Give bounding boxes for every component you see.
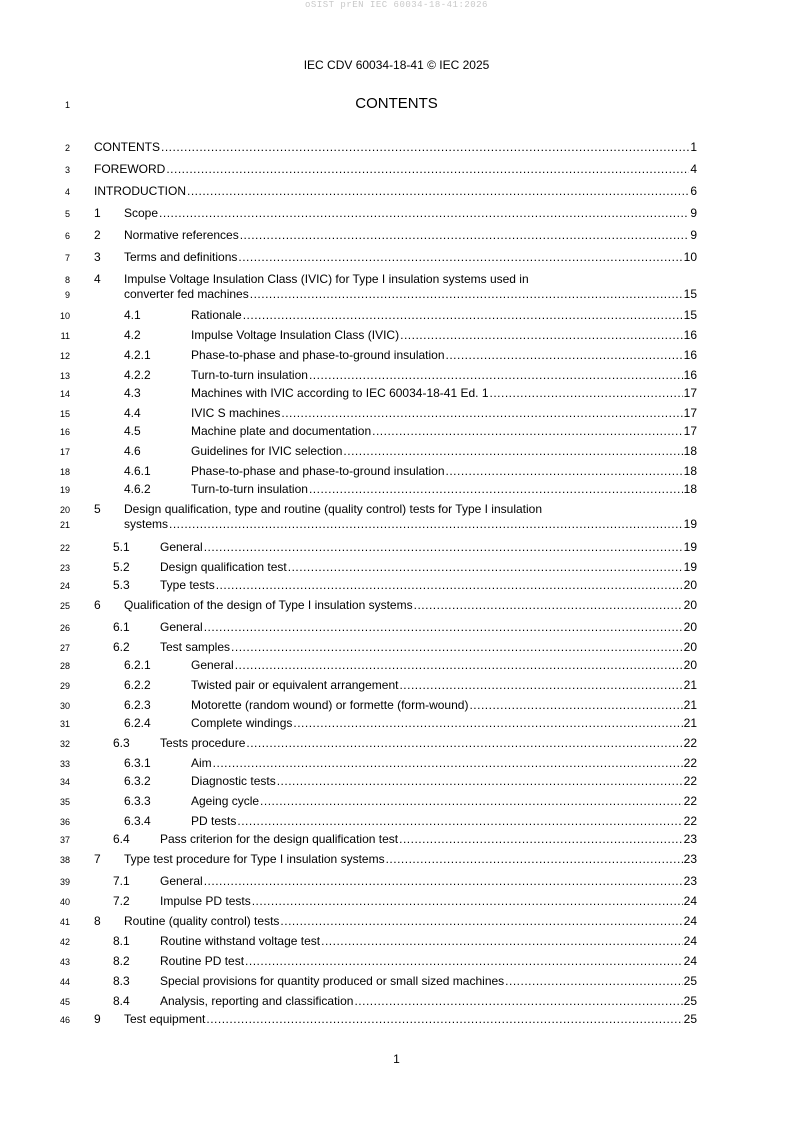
toc-entry-number: 8	[94, 914, 101, 928]
toc-entry-number: 8.2	[113, 954, 130, 968]
toc-entry-number: 2	[94, 228, 101, 242]
toc-entry-title: Normative references	[124, 228, 239, 242]
toc-entry-number: 6.2.1	[124, 658, 151, 672]
line-number: 37	[59, 835, 70, 845]
line-number: 16	[59, 427, 70, 437]
dot-leader	[400, 328, 683, 342]
toc-entry-number: 6.2	[113, 640, 130, 654]
toc-entry-number: 6.2.4	[124, 716, 151, 730]
dot-leader	[446, 348, 683, 362]
line-number: 7	[64, 253, 70, 263]
toc-entry-page: 16	[683, 328, 697, 342]
line-number: 34	[59, 777, 70, 787]
toc-entry-page: 9	[690, 206, 697, 220]
toc-entry-title: Routine (quality control) tests	[124, 914, 280, 928]
line-number: 44	[59, 977, 70, 987]
line-number: 4	[64, 187, 70, 197]
line-number: 14	[59, 389, 70, 399]
toc-entry-title: FOREWORD	[94, 162, 166, 176]
toc-entry-number: 5.1	[113, 540, 130, 554]
toc-entry-title: Special provisions for quantity produced or small sized machines	[160, 974, 505, 988]
toc-entry-title: PD tests	[191, 814, 237, 828]
toc-entry-number: 4.6	[124, 444, 141, 458]
dot-leader	[161, 140, 689, 154]
toc-entry-page: 15	[683, 287, 697, 301]
toc-entry-page: 20	[683, 620, 697, 634]
toc-entry-page: 25	[683, 974, 697, 988]
line-number: 45	[59, 997, 70, 1007]
toc-entry-page: 18	[683, 464, 697, 478]
toc-entry-title: Aim	[191, 756, 212, 770]
toc-entry-title: Type test procedure for Type I insulation systems	[124, 852, 385, 866]
line-number: 22	[59, 543, 70, 553]
dot-leader	[280, 914, 682, 928]
line-number: 17	[59, 447, 70, 457]
watermark: oSIST prEN IEC 60034-18-41:2026	[305, 0, 488, 10]
toc-entry-title: Twisted pair or equivalent arrangement	[191, 678, 399, 692]
toc-entry-title: Terms and definitions	[124, 250, 238, 264]
dot-leader	[216, 578, 683, 592]
toc-entry-page: 20	[683, 598, 697, 612]
toc-entry-page: 17	[683, 406, 697, 420]
toc-entry-title: Phase-to-phase and phase-to-ground insulation	[191, 464, 445, 478]
toc-entry-page: 20	[683, 658, 697, 672]
toc-entry-page: 24	[683, 914, 697, 928]
toc-entry-title: INTRODUCTION	[94, 184, 186, 198]
toc-entry-title: CONTENTS	[94, 140, 160, 154]
toc-entry-title: Diagnostic tests	[191, 774, 276, 788]
dot-leader	[246, 736, 682, 750]
toc-entry-title: Test samples	[160, 640, 231, 654]
toc-entry-number: 6	[94, 598, 101, 612]
toc-entry-title: General	[160, 874, 203, 888]
toc-entry-page: 25	[683, 1012, 697, 1026]
toc-entry-page: 23	[683, 832, 697, 846]
dot-leader	[309, 482, 683, 496]
document-header: IEC CDV 60034-18-41 © IEC 2025	[303, 58, 490, 72]
dot-leader	[399, 832, 683, 846]
line-number: 1	[64, 100, 70, 110]
toc-entry-page: 22	[683, 814, 697, 828]
toc-entry-page: 22	[683, 736, 697, 750]
toc-entry-number: 4.2	[124, 328, 141, 342]
toc-entry-page: 24	[683, 894, 697, 908]
toc-entry-number: 4	[94, 272, 101, 286]
toc-entry-number: 4.1	[124, 308, 141, 322]
dot-leader	[260, 794, 683, 808]
toc-entry-number: 4.6.2	[124, 482, 151, 496]
toc-entry-page: 19	[683, 540, 697, 554]
toc-entry-number: 7.1	[113, 874, 130, 888]
line-number: 42	[59, 937, 70, 947]
toc-entry-number: 4.4	[124, 406, 141, 420]
toc-entry-page: 21	[683, 716, 697, 730]
toc-entry-page: 24	[683, 954, 697, 968]
toc-entry-number: 6.3.1	[124, 756, 151, 770]
toc-entry-title: Routine PD test	[160, 954, 245, 968]
toc-entry-page: 6	[690, 184, 697, 198]
toc-entry-title: Turn-to-turn insulation	[191, 482, 308, 496]
line-number: 21	[59, 520, 70, 530]
toc-entry-number: 4.3	[124, 386, 141, 400]
toc-entry-title: IVIC S machines	[191, 406, 281, 420]
dot-leader	[206, 1012, 682, 1026]
line-number: 46	[59, 1015, 70, 1025]
dot-leader	[238, 250, 682, 264]
dot-leader	[250, 287, 683, 301]
line-number: 32	[59, 739, 70, 749]
page-title: CONTENTS	[355, 95, 438, 112]
toc-entry-page: 10	[683, 250, 697, 264]
line-number: 2	[64, 143, 70, 153]
toc-entry-title: converter fed machines	[124, 287, 249, 301]
toc-entry-page: 22	[683, 756, 697, 770]
dot-leader	[490, 386, 683, 400]
toc-entry-page: 17	[683, 386, 697, 400]
toc-entry-number: 4.6.1	[124, 464, 151, 478]
toc-entry-title: General	[191, 658, 234, 672]
toc-entry-number: 5	[94, 502, 101, 516]
toc-entry-title: Motorette (random wound) or formette (form-wound)	[191, 698, 469, 712]
toc-entry-number: 4.2.2	[124, 368, 151, 382]
line-number: 6	[64, 231, 70, 241]
contents-title-row	[0, 95, 793, 115]
toc-entry-title: Test equipment	[124, 1012, 206, 1026]
toc-entry-number: 1	[94, 206, 101, 220]
toc-entry-page: 23	[683, 852, 697, 866]
line-number: 41	[59, 917, 70, 927]
line-number: 30	[59, 701, 70, 711]
toc-entry-number: 9	[94, 1012, 101, 1026]
toc-entry-number: 3	[94, 250, 101, 264]
toc-entry-title: Rationale	[191, 308, 242, 322]
dot-leader	[169, 517, 683, 531]
line-number: 35	[59, 797, 70, 807]
line-number: 27	[59, 643, 70, 653]
line-number: 28	[59, 661, 70, 671]
line-number: 20	[59, 505, 70, 515]
toc-entry-title: systems	[124, 517, 169, 531]
dot-leader	[343, 444, 682, 458]
dot-leader	[166, 162, 689, 176]
dot-leader	[213, 756, 683, 770]
dot-leader	[243, 308, 683, 322]
dot-leader	[204, 540, 683, 554]
line-number: 15	[59, 409, 70, 419]
toc-entry-title: Complete windings	[191, 716, 293, 730]
toc-entry-page: 21	[683, 698, 697, 712]
line-number: 36	[59, 817, 70, 827]
dot-leader	[446, 464, 683, 478]
toc-entry-number: 8.1	[113, 934, 130, 948]
toc-entry-title: Pass criterion for the design qualification test	[160, 832, 399, 846]
toc-entry-page: 4	[690, 162, 697, 176]
toc-entry-title: Analysis, reporting and classification	[160, 994, 354, 1008]
toc-entry-number: 7.2	[113, 894, 130, 908]
line-number: 10	[59, 311, 70, 321]
line-number: 13	[59, 371, 70, 381]
toc-entry-title: Type tests	[160, 578, 215, 592]
toc-entry-number: 6.2.2	[124, 678, 151, 692]
dot-leader	[231, 640, 683, 654]
toc-entry-title: Impulse Voltage Insulation Class (IVIC)	[191, 328, 400, 342]
line-number: 8	[64, 275, 70, 285]
dot-leader	[187, 184, 689, 198]
line-number: 31	[59, 719, 70, 729]
toc-entry-page: 18	[683, 482, 697, 496]
toc-entry-number: 6.4	[113, 832, 130, 846]
dot-leader	[281, 406, 682, 420]
line-number: 11	[60, 331, 70, 341]
line-number: 19	[59, 485, 70, 495]
toc-entry-title: Ageing cycle	[191, 794, 260, 808]
toc-entry-page: 20	[683, 640, 697, 654]
dot-leader	[204, 620, 683, 634]
toc-entry-title: Tests procedure	[160, 736, 246, 750]
toc-entry-page: 15	[683, 308, 697, 322]
dot-leader	[245, 954, 683, 968]
toc-entry-page: 23	[683, 874, 697, 888]
toc-entry-page: 1	[690, 140, 697, 154]
toc-entry-page: 19	[683, 560, 697, 574]
dot-leader	[235, 658, 683, 672]
line-number: 29	[59, 681, 70, 691]
dot-leader	[414, 598, 683, 612]
toc-entry-title: Routine withstand voltage test	[160, 934, 321, 948]
toc-entry-page: 17	[683, 424, 697, 438]
dot-leader	[309, 368, 683, 382]
toc-entry-title: Design qualification test	[160, 560, 287, 574]
toc-entry-number: 8.3	[113, 974, 130, 988]
page-number: 1	[393, 1052, 400, 1066]
line-number: 40	[59, 897, 70, 907]
line-number: 24	[59, 581, 70, 591]
toc-entry-number: 6.3	[113, 736, 130, 750]
dot-leader	[252, 894, 683, 908]
toc-entry-number: 6.1	[113, 620, 130, 634]
line-number: 5	[64, 209, 70, 219]
dot-leader	[354, 994, 682, 1008]
toc-entry-title: General	[160, 620, 203, 634]
line-number: 12	[59, 351, 70, 361]
dot-leader	[237, 814, 682, 828]
toc-entry-page: 19	[683, 517, 697, 531]
toc-entry-number: 5.2	[113, 560, 130, 574]
toc-entry-page: 16	[683, 368, 697, 382]
toc-entry-page: 21	[683, 678, 697, 692]
line-number: 25	[59, 601, 70, 611]
line-number: 26	[59, 623, 70, 633]
line-number: 39	[59, 877, 70, 887]
toc-entry-title: Machines with IVIC according to IEC 60034-18-41 Ed. 1	[191, 386, 489, 400]
toc-entry-title: General	[160, 540, 203, 554]
dot-leader	[372, 424, 683, 438]
toc-entry-title: Machine plate and documentation	[191, 424, 372, 438]
dot-leader	[293, 716, 682, 730]
toc-entry-page: 9	[690, 228, 697, 242]
toc-entry-title: Impulse PD tests	[160, 894, 251, 908]
dot-leader	[159, 206, 689, 220]
toc-entry-title: Qualification of the design of Type I insulation systems	[124, 598, 413, 612]
line-number: 9	[64, 290, 70, 300]
toc-entry-number: 8.4	[113, 994, 130, 1008]
dot-leader	[277, 774, 683, 788]
toc-entry-page: 22	[683, 774, 697, 788]
toc-entry-number: 7	[94, 852, 101, 866]
dot-leader	[399, 678, 682, 692]
toc-entry-number: 6.3.2	[124, 774, 151, 788]
dot-leader	[386, 852, 683, 866]
line-number: 38	[59, 855, 70, 865]
toc-entry-title-line1: Impulse Voltage Insulation Class (IVIC) for Type I insulation systems used in	[124, 272, 529, 286]
line-number: 18	[59, 467, 70, 477]
toc-entry-title-line1: Design qualification, type and routine (quality control) tests for Type I insulation	[124, 502, 543, 516]
toc-entry-title: Scope	[124, 206, 159, 220]
toc-entry-page: 25	[683, 994, 697, 1008]
toc-entry-number: 4.5	[124, 424, 141, 438]
toc-entry-number: 6.2.3	[124, 698, 151, 712]
toc-entry-number: 6.3.3	[124, 794, 151, 808]
dot-leader	[240, 228, 690, 242]
toc-entry-page: 24	[683, 934, 697, 948]
toc-entry-page: 20	[683, 578, 697, 592]
dot-leader	[469, 698, 682, 712]
line-number: 33	[59, 759, 70, 769]
line-number: 23	[59, 563, 70, 573]
toc-entry-number: 5.3	[113, 578, 130, 592]
toc-entry-title: Guidelines for IVIC selection	[191, 444, 343, 458]
toc-entry-page: 18	[683, 444, 697, 458]
dot-leader	[321, 934, 683, 948]
dot-leader	[505, 974, 682, 988]
dot-leader	[204, 874, 683, 888]
toc-entry-title: Turn-to-turn insulation	[191, 368, 308, 382]
toc-entry-title: Phase-to-phase and phase-to-ground insulation	[191, 348, 445, 362]
line-number: 43	[59, 957, 70, 967]
line-number: 3	[64, 165, 70, 175]
toc-entry-number: 6.3.4	[124, 814, 151, 828]
toc-entry-number: 4.2.1	[124, 348, 151, 362]
toc-entry-page: 22	[683, 794, 697, 808]
dot-leader	[288, 560, 683, 574]
toc-entry-page: 16	[683, 348, 697, 362]
